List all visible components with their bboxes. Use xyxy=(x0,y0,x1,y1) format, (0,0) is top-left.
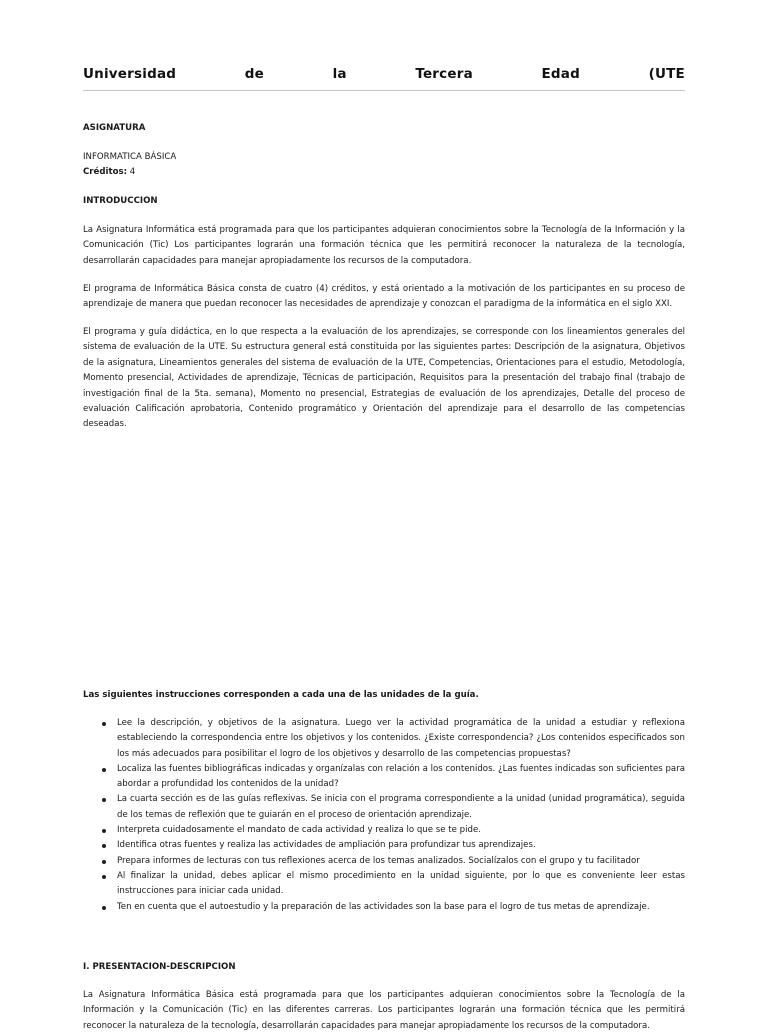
bullet-icon xyxy=(102,844,106,848)
header-word: Edad xyxy=(541,66,580,82)
bullet-icon xyxy=(102,798,106,802)
paragraph: El programa y guía didáctica, en lo que respecta a la evaluación de los aprendizajes, se corresponde con los lineamientos generales del sistema de evaluación de la UTE. Su estructura general está constituida por las siguientes partes: Descripción de la asignatura, Objetivos de la asignatura, Lineamientos generales del sistema de evaluación de la UTE, Competencias, Orientaciones para el estudio, Metodología, Momento presencial, Actividades de aprendizaje, Técnicas de participación, Requisitos para la presentación del trabajo final (trabajo de investigación final de la 5ta. semana), Momento no presencial, Estrategias de evaluación de los aprendizajes, Detalle del proceso de evaluación Calificación aprobatoria, Contenido programático y Orientación del aprendizaje para el desarrollo de las competencias deseadas. xyxy=(83,327,685,430)
intro-paragraph-2 xyxy=(83,282,685,313)
introduccion-heading: INTRODUCCION xyxy=(83,196,158,206)
list-item: Al finalizar la unidad, debes aplicar el mismo procedimiento en la unidad siguiente, por lo que es conveniente leer estas instrucciones para iniciar cada unidad. xyxy=(83,869,685,900)
intro-paragraph-3 xyxy=(83,325,685,433)
paragraph: El programa de Informática Básica consta de cuatro (4) créditos, y está orientado a la motivación de los participantes en su proceso de aprendizaje de manera que puedan reconocer las necesidades de aprendizaje y conozcan el paradigma de la informática en el siglo XXI. xyxy=(83,284,685,310)
bullet-icon xyxy=(102,860,106,864)
header-divider xyxy=(83,90,685,91)
asignatura-name: INFORMATICA BÁSICA xyxy=(83,152,177,162)
list-item: Interpreta cuidadosamente el mandato de cada actividad y realiza lo que se te pide. xyxy=(83,823,685,838)
intro-paragraph-1 xyxy=(83,223,685,269)
header-word: Tercera xyxy=(415,66,473,82)
instrucciones-list xyxy=(83,716,685,915)
header-word: de xyxy=(244,66,264,82)
bullet-icon xyxy=(102,875,106,879)
presentacion-heading: I. PRESENTACION-DESCRIPCION xyxy=(83,962,236,972)
bullet-icon xyxy=(102,722,106,726)
list-item: Prepara informes de lecturas con tus reflexiones acerca de los temas analizados. Socialízalos con el grupo y tu facilitador xyxy=(83,854,685,869)
list-item: Identifica otras fuentes y realiza las actividades de ampliación para profundizar tus aprendizajes. xyxy=(83,838,685,853)
bullet-icon xyxy=(102,906,106,910)
header-word: (UTE xyxy=(648,66,685,82)
paragraph: La Asignatura Informática está programada para que los participantes adquieran conocimientos sobre la Tecnología de la Información y la Comunicación (Tic) Los participantes lograrán una formación técnica que les permitirá reconocer la naturaleza de la tecnología, desarrollarán capacidades para manejar apropiadamente los recursos de la computadora. xyxy=(83,225,685,266)
instrucciones-heading: Las siguientes instrucciones corresponden a cada una de las unidades de la guía. xyxy=(83,690,479,700)
list-item: Ten en cuenta que el autoestudio y la preparación de las actividades son la base para el logro de tus metas de aprendizaje. xyxy=(83,900,685,915)
credits-line xyxy=(83,165,685,180)
asignatura-heading: ASIGNATURA xyxy=(83,123,146,133)
list-item: Lee la descripción, y objetivos de la asignatura. Luego ver la actividad programática de la unidad a estudiar y reflexiona estableciendo la correspondencia entre los objetivos y los contenidos. ¿Existe correspondencia? ¿Los contenidos especificados son los más adecuados para posibilitar el logro de los objetivos y desarrollo de las competencias propuestas? xyxy=(83,716,685,762)
document-header xyxy=(83,66,685,82)
header-word: Universidad xyxy=(83,66,177,82)
presentacion-paragraph xyxy=(83,988,685,1034)
paragraph: La Asignatura Informática Básica está programada para que los participantes adquieran conocimientos sobre la Tecnología de la Información y la Comunicación (Tic) en las diferentes carreras. Los participantes lograrán una formación técnica que les permitirá reconocer la naturaleza de la tecnología, desarrollarán capacidades para manejar apropiadamente los recursos de la computadora. xyxy=(83,990,685,1031)
bullet-icon xyxy=(102,829,106,833)
list-item: Localiza las fuentes bibliográficas indicadas y organízalas con relación a los contenidos. ¿Las fuentes indicadas son suficientes para abordar a profundidad los contenidos de la unidad? xyxy=(83,762,685,793)
list-item: La cuarta sección es de las guías reflexivas. Se inicia con el programa correspondiente a la unidad (unidad programática), seguida de los temas de reflexión que te guiarán en el proceso de orientación aprendizaje. xyxy=(83,792,685,823)
credits-label: Créditos: xyxy=(83,167,128,177)
header-word: la xyxy=(332,66,347,82)
credits-value: 4 xyxy=(129,167,136,177)
bullet-icon xyxy=(102,768,106,772)
